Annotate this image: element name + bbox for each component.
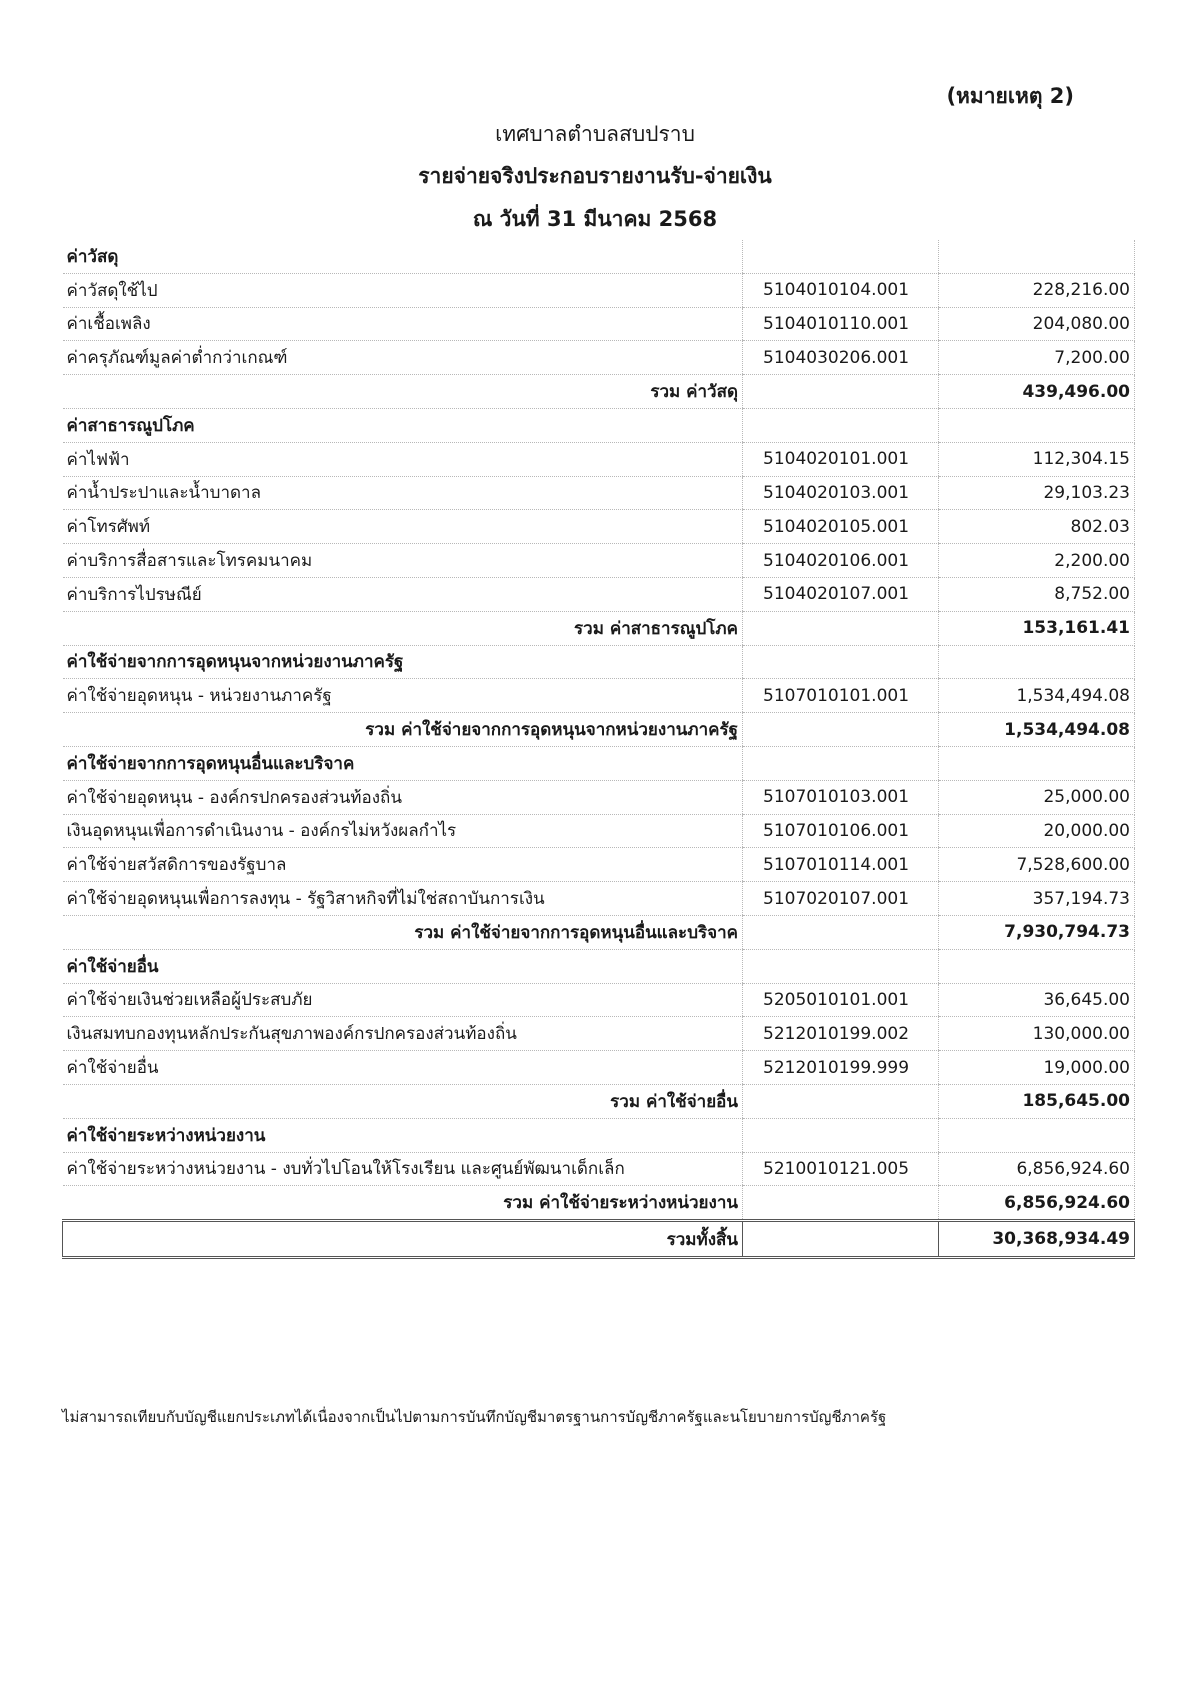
subtotal-amount: 7,930,794.73 [939,915,1135,949]
empty-cell [939,408,1135,442]
subtotal-label: รวม ค่าวัสดุ [63,375,743,409]
section-header-row [63,746,1135,780]
footnote: ไม่สามารถเทียบกับบัญชีแยกประเภทได้เนื่องจากเป็นไปตามการบันทึกบัญชีมาตรฐานการบัญชีภาครัฐและนโยบายการบัญชีภาครัฐ [62,1408,887,1426]
item-amount: 36,645.00 [939,983,1135,1017]
item-name: ค่าครุภัณฑ์มูลค่าต่ำกว่าเกณฑ์ [63,341,743,375]
item-amount: 357,194.73 [939,882,1135,916]
subtotal-row [63,611,1135,645]
account-code: 5104020103.001 [743,476,939,510]
empty-cell [743,645,939,679]
table-row [63,577,1135,611]
section-title: ค่าใช้จ่ายอื่น [63,949,743,983]
grand-total-row [63,1221,1135,1258]
item-name: ค่าบริการสื่อสารและโทรคมนาคม [63,544,743,578]
table-row [63,983,1135,1017]
empty-cell [743,915,939,949]
account-code: 5104020107.001 [743,577,939,611]
subtotal-row [63,713,1135,747]
table-row [63,273,1135,307]
report-date: ณ วันที่ 31 มีนาคม 2568 [472,207,718,231]
subtotal-row [63,1186,1135,1221]
empty-cell [743,1186,939,1221]
table-row [63,442,1135,476]
empty-cell [743,408,939,442]
empty-cell [939,746,1135,780]
account-code: 5212010199.002 [743,1017,939,1051]
item-amount: 228,216.00 [939,273,1135,307]
grand-total-label: รวมทั้งสิ้น [63,1221,743,1258]
account-code: 5210010121.005 [743,1152,939,1186]
empty-cell [743,713,939,747]
account-code: 5104020101.001 [743,442,939,476]
item-name: ค่าใช้จ่ายอื่น [63,1051,743,1085]
empty-cell [939,240,1135,273]
item-name: ค่าใช้จ่ายสวัสดิการของรัฐบาล [63,848,743,882]
item-name: ค่าโทรศัพท์ [63,510,743,544]
empty-cell [743,611,939,645]
subtotal-amount: 153,161.41 [939,611,1135,645]
account-code: 5104020106.001 [743,544,939,578]
empty-cell [743,1221,939,1258]
item-name: ค่าใช้จ่ายอุดหนุน - องค์กรปกครองส่วนท้องถิ่น [63,780,743,814]
table-row [63,1017,1135,1051]
item-name: ค่าใช้จ่ายอุดหนุน - หน่วยงานภาครัฐ [63,679,743,713]
table-row [63,510,1135,544]
item-name: เงินสมทบกองทุนหลักประกันสุขภาพองค์กรปกครองส่วนท้องถิ่น [63,1017,743,1051]
section-title: ค่าใช้จ่ายระหว่างหน่วยงาน [63,1118,743,1152]
item-amount: 112,304.15 [939,442,1135,476]
organization-name: เทศบาลตำบลสบปราบ [495,122,695,146]
table-row [63,848,1135,882]
table-row [63,341,1135,375]
section-header-row [63,408,1135,442]
item-amount: 1,534,494.08 [939,679,1135,713]
item-amount: 7,200.00 [939,341,1135,375]
item-name: ค่าเชื้อเพลิง [63,307,743,341]
report-title: รายจ่ายจริงประกอบรายงานรับ-จ่ายเงิน [418,164,772,188]
subtotal-label: รวม ค่าใช้จ่ายจากการอุดหนุนอื่นและบริจาค [63,915,743,949]
item-amount: 2,200.00 [939,544,1135,578]
section-title: ค่าใช้จ่ายจากการอุดหนุนอื่นและบริจาค [63,746,743,780]
section-header-row [63,645,1135,679]
item-name: ค่าใช้จ่ายอุดหนุนเพื่อการลงทุน - รัฐวิสาหกิจที่ไม่ใช่สถาบันการเงิน [63,882,743,916]
empty-cell [743,375,939,409]
subtotal-amount: 6,856,924.60 [939,1186,1135,1221]
item-amount: 8,752.00 [939,577,1135,611]
subtotal-amount: 1,534,494.08 [939,713,1135,747]
subtotal-label: รวม ค่าใช้จ่ายจากการอุดหนุนจากหน่วยงานภาครัฐ [63,713,743,747]
item-name: เงินอุดหนุนเพื่อการดำเนินงาน - องค์กรไม่หวังผลกำไร [63,814,743,848]
section-header-row [63,240,1135,273]
grand-total-amount: 30,368,934.49 [939,1221,1135,1258]
account-code: 5104030206.001 [743,341,939,375]
empty-cell [743,746,939,780]
table-row [63,307,1135,341]
item-name: ค่าใช้จ่ายระหว่างหน่วยงาน - งบทั่วไปโอนให้โรงเรียน และศูนย์พัฒนาเด็กเล็ก [63,1152,743,1186]
section-header-row [63,949,1135,983]
item-name: ค่าน้ำประปาและน้ำบาดาล [63,476,743,510]
subtotal-label: รวม ค่าใช้จ่ายอื่น [63,1084,743,1118]
subtotal-amount: 439,496.00 [939,375,1135,409]
table-row [63,476,1135,510]
subtotal-row [63,1084,1135,1118]
section-title: ค่าใช้จ่ายจากการอุดหนุนจากหน่วยงานภาครัฐ [63,645,743,679]
note-reference: (หมายเหตุ 2) [946,84,1074,108]
empty-cell [743,949,939,983]
item-name: ค่าบริการไปรษณีย์ [63,577,743,611]
empty-cell [743,1118,939,1152]
table-row [63,882,1135,916]
expense-table-body [63,240,1135,1258]
empty-cell [939,645,1135,679]
table-row [63,1152,1135,1186]
account-code: 5107010103.001 [743,780,939,814]
item-amount: 6,856,924.60 [939,1152,1135,1186]
item-name: ค่าวัสดุใช้ไป [63,273,743,307]
item-amount: 7,528,600.00 [939,848,1135,882]
empty-cell [743,1084,939,1118]
item-amount: 802.03 [939,510,1135,544]
expense-table [62,240,1135,1259]
table-row [63,814,1135,848]
section-title: ค่าวัสดุ [63,240,743,273]
section-title: ค่าสาธารณูปโภค [63,408,743,442]
account-code: 5107010114.001 [743,848,939,882]
account-code: 5205010101.001 [743,983,939,1017]
table-row [63,780,1135,814]
item-amount: 29,103.23 [939,476,1135,510]
account-code: 5212010199.999 [743,1051,939,1085]
table-row [63,1051,1135,1085]
table-row [63,679,1135,713]
account-code: 5104010104.001 [743,273,939,307]
account-code: 5107010101.001 [743,679,939,713]
subtotal-row [63,915,1135,949]
section-header-row [63,1118,1135,1152]
empty-cell [939,1118,1135,1152]
account-code: 5104020105.001 [743,510,939,544]
empty-cell [939,949,1135,983]
item-name: ค่าไฟฟ้า [63,442,743,476]
subtotal-amount: 185,645.00 [939,1084,1135,1118]
item-amount: 204,080.00 [939,307,1135,341]
account-code: 5107010106.001 [743,814,939,848]
item-amount: 20,000.00 [939,814,1135,848]
account-code: 5107020107.001 [743,882,939,916]
account-code: 5104010110.001 [743,307,939,341]
item-name: ค่าใช้จ่ายเงินช่วยเหลือผู้ประสบภัย [63,983,743,1017]
empty-cell [743,240,939,273]
table-row [63,544,1135,578]
item-amount: 25,000.00 [939,780,1135,814]
subtotal-row [63,375,1135,409]
subtotal-label: รวม ค่าใช้จ่ายระหว่างหน่วยงาน [63,1186,743,1221]
item-amount: 19,000.00 [939,1051,1135,1085]
subtotal-label: รวม ค่าสาธารณูปโภค [63,611,743,645]
item-amount: 130,000.00 [939,1017,1135,1051]
